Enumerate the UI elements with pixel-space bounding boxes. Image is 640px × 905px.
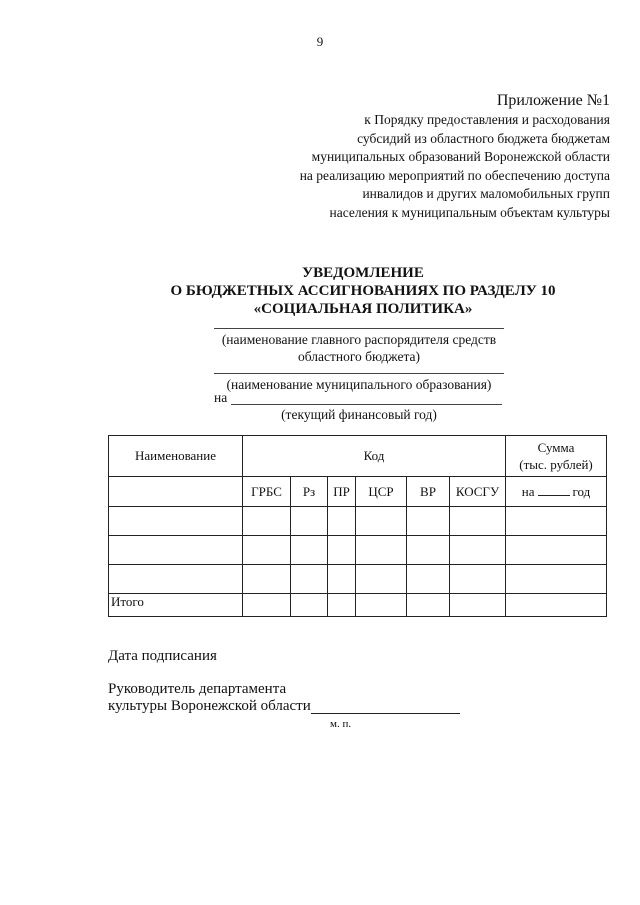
year-blank [538,484,570,496]
table-cell [109,507,243,536]
table-cell [407,536,450,565]
table-subheader-row [109,477,607,507]
table-cell [407,565,450,594]
table-row [109,536,607,565]
appendix-line: населения к муниципальным объектам культуры [329,204,610,220]
year-caption: (текущий финансовый год) [281,407,437,422]
table-row [109,565,607,594]
table-cell [109,477,243,507]
sum-header-line: (тыс. рублей) [519,457,593,472]
table-cell [291,507,328,536]
table-cell [407,507,450,536]
appropriations-table [108,435,607,617]
table-cell [506,565,607,594]
signature-line [311,713,460,714]
distributor-caption-line: (наименование главного распорядителя средств [221,332,497,347]
code-header: Код [243,436,506,477]
distributor-fill-line [214,328,504,329]
year-prefix-label: на [521,483,535,499]
municipality-fill-line [214,373,504,374]
municipality-caption: (наименование муниципального образования) [226,377,492,392]
table-cell [243,507,291,536]
year-prefix: на [214,390,228,405]
code-col-kosgu: КОСГУ [450,477,506,507]
code-col-csr: ЦСР [356,477,407,507]
signatory-title-line: Руководитель департамента [108,681,287,697]
appendix-line: к Порядку предоставления и расходования [364,112,610,127]
notice-title-line: «СОЦИАЛЬНАЯ ПОЛИТИКА» [253,301,473,317]
page-number: 9 [316,34,324,49]
table-cell [291,594,328,617]
code-col-vr: ВР [407,477,450,507]
appendix-reference [300,111,610,222]
code-col-grbs: ГРБС [243,477,291,507]
appendix-title: Приложение №1 [496,92,610,109]
table-cell [506,507,607,536]
code-col-pr: ПР [328,477,356,507]
appendix-line: инвалидов и других маломобильных групп [362,186,610,201]
table-cell [328,594,356,617]
notice-title-line: УВЕДОМЛЕНИЕ [302,265,424,281]
table-cell [506,536,607,565]
table-cell [356,507,407,536]
table-cell [407,594,450,617]
table-header-row [109,436,607,477]
table-cell [450,565,506,594]
sum-header-line: Сумма [537,440,575,455]
table-cell [243,565,291,594]
table-cell [356,565,407,594]
name-header: Наименование [109,436,243,477]
table-cell [450,536,506,565]
stamp-place-label: м. п. [330,718,352,730]
table-cell [243,536,291,565]
sum-header [506,436,607,477]
notice-title-line: О БЮДЖЕТНЫХ АССИГНОВАНИЯХ ПО РАЗДЕЛУ 10 [170,283,556,299]
notice-title [0,264,640,318]
table-cell [291,565,328,594]
appendix-line: на реализацию мероприятий по обеспечению доступа [299,167,610,183]
table-cell [506,594,607,617]
table-cell [109,536,243,565]
table-row [109,507,607,536]
table-cell [450,594,506,617]
year-fill-line [231,404,502,405]
signing-date-label: Дата подписания [108,648,217,664]
table-cell [328,565,356,594]
table-cell [109,565,243,594]
distributor-caption-line: областного бюджета) [297,349,421,364]
table-cell [328,507,356,536]
signatory-title-line: культуры Воронежской области [108,698,311,714]
code-col-rz: Рз [291,477,328,507]
table-cell [450,507,506,536]
appendix-line: муниципальных образований Воронежской области [311,149,610,164]
sum-year-header [506,477,607,507]
table-cell [356,536,407,565]
distributor-caption [214,331,504,365]
table-cell [328,536,356,565]
year-suffix-label: год [572,483,591,499]
appendix-line: субсидий из областного бюджета бюджетам [357,130,610,146]
table-total-row [109,594,607,617]
table-cell [291,536,328,565]
table-cell [243,594,291,617]
total-label: Итого [109,594,243,617]
table-cell [356,594,407,617]
